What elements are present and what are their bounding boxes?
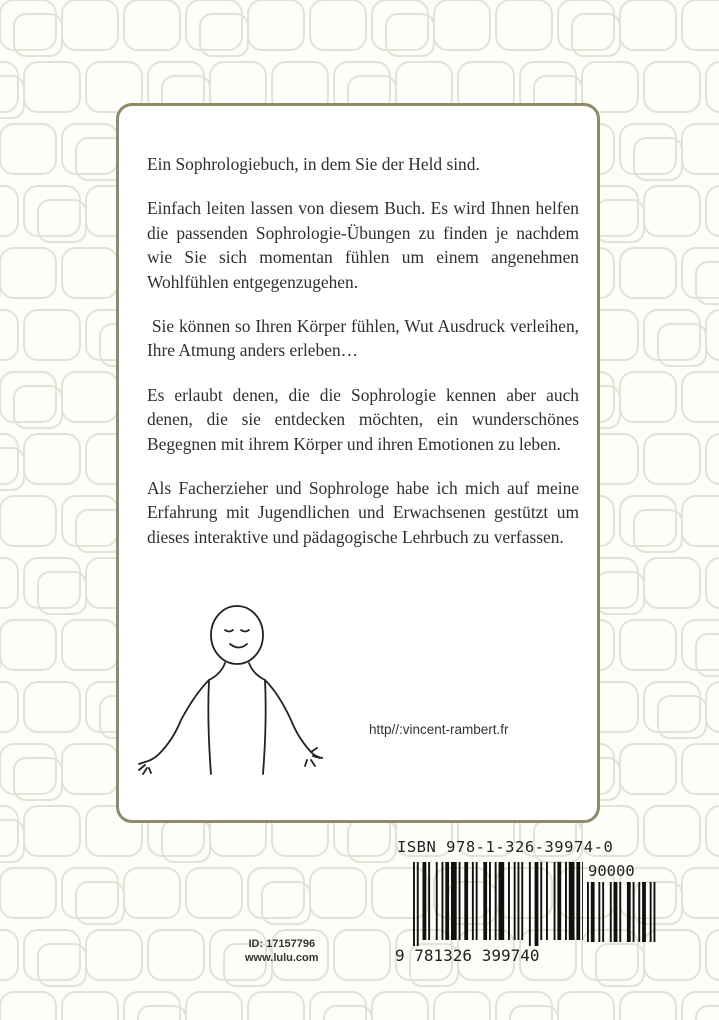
paragraph-intro: Ein Sophrologiebuch, in dem Sie der Held sind. bbox=[147, 154, 480, 174]
publisher-url[interactable]: www.lulu.com bbox=[245, 952, 319, 964]
paragraph-audience: Es erlaubt denen, die die Sophrologie kennen aber auch denen, die sie entdecken möchten, ein wunderschönes Begegnen mit ihrem Körper und ihren Emotionen zu leben. bbox=[147, 384, 579, 454]
paragraph-guidance: Einfach leiten lassen von diesem Buch. Es wird Ihnen helfen die passenden Sophrologie-Übungen zu finden je nachdem wie Sie sich momentan fühlen um einem angenehmen Wohlfühlen entgegenzugehen. bbox=[147, 198, 579, 292]
back-cover-panel bbox=[116, 103, 600, 823]
price-code: 90000 bbox=[588, 862, 635, 880]
ean-barcode-bars bbox=[413, 862, 583, 946]
isbn-label: ISBN 978-1-326-39974-0 bbox=[397, 838, 614, 856]
isbn-barcode bbox=[395, 838, 661, 978]
paragraph-body: Sie können so Ihren Körper fühlen, Wut Ausdruck verleihen, Ihre Atmung anders erleben… bbox=[147, 316, 584, 361]
website-link[interactable]: http//:vincent-rambert.fr bbox=[369, 722, 509, 737]
addon-barcode-bars bbox=[587, 882, 657, 946]
smiling-figure-icon bbox=[133, 602, 323, 792]
description-text bbox=[147, 152, 584, 569]
publisher-id: ID: 17157796 bbox=[248, 938, 316, 950]
ean-digits: 9 781326 399740 bbox=[395, 946, 540, 965]
publisher-info bbox=[245, 937, 319, 965]
paragraph-author: Als Facherzieher und Sophrologe habe ich mich auf meine Erfahrung mit Jugendlichen und Erwachsenen gestützt um dieses interaktive und pädagogische Lehrbuch zu verfassen. bbox=[147, 478, 579, 547]
